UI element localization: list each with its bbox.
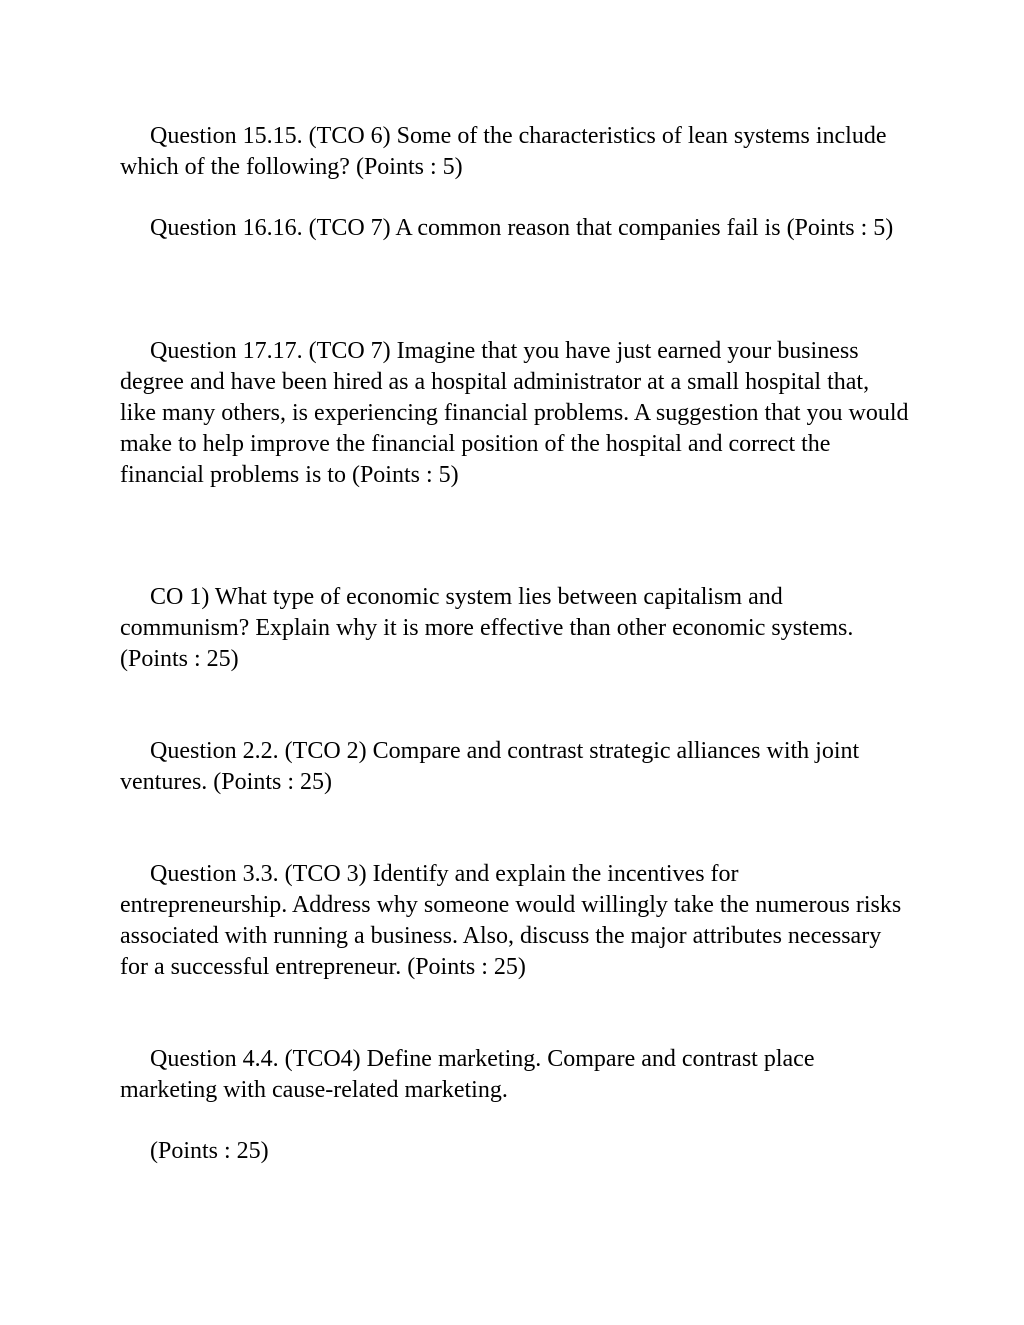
essay-question-4-paragraph: Question 4.4. (TCO4) Define marketing. Compare and contrast place marketing with cause-related marketing. [120,1046,815,1103]
essay-question-2-paragraph: Question 2.2. (TCO 2) Compare and contrast strategic alliances with joint ventures. (Points : 25) [120,738,860,795]
essay-question-3-paragraph: Question 3.3. (TCO 3) Identify and explain the incentives for entrepreneurship. Address why someone would willingly take the numerous risks associated with running a business. Also, discuss the major attributes necessary for a successful entrepreneur. (Points : 25) [120,861,902,980]
question-16-paragraph: Question 16.16. (TCO 7) A common reason that companies fail is (Points : 5) [150,215,894,241]
essay-question-1-paragraph: CO 1) What type of economic system lies between capitalism and communism? Explain why it is more effective than other economic systems. (Points : 25) [120,584,854,672]
question-15-paragraph: Question 15.15. (TCO 6) Some of the characteristics of lean systems include which of the following? (Points : 5) [120,123,887,180]
question-17-paragraph: Question 17.17. (TCO 7) Imagine that you have just earned your business degree and have been hired as a hospital administrator at a small hospital that, like many others, is experiencing financial problems. A suggestion that you would make to help improve the financial position of the hospital and correct the financial problems is to (Points : 5) [120,338,909,488]
essay-question-4-points: (Points : 25) [150,1138,269,1164]
